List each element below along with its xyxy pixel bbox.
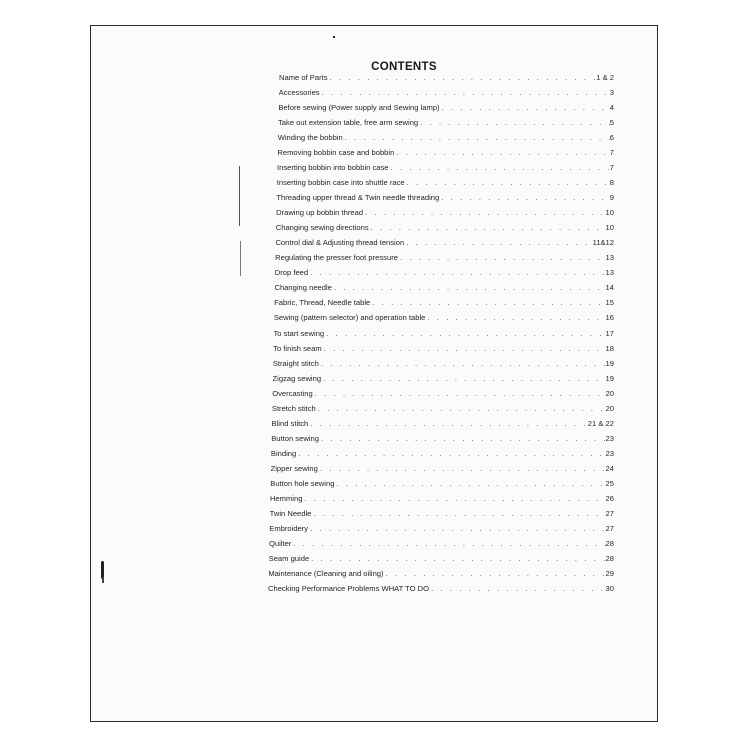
toc-leader-dots bbox=[319, 359, 606, 368]
toc-entry bbox=[272, 404, 614, 416]
toc-entry bbox=[268, 569, 614, 581]
toc-entry bbox=[269, 524, 614, 536]
toc-entry-page: 17 bbox=[605, 328, 614, 338]
toc-entry-page: 13 bbox=[605, 268, 614, 278]
toc-leader-dots bbox=[318, 464, 606, 473]
toc-entry-page: 30 bbox=[605, 584, 614, 593]
toc-entry bbox=[273, 374, 614, 386]
toc-leader-dots bbox=[308, 419, 588, 428]
toc-entry bbox=[275, 238, 614, 250]
toc-leader-dots bbox=[398, 253, 606, 262]
toc-entry-label: Winding the bobbin bbox=[277, 133, 343, 143]
toc-entry-label: Quilter bbox=[268, 538, 292, 548]
toc-leader-dots bbox=[320, 88, 610, 97]
toc-entry-label: Stretch stitch bbox=[271, 403, 316, 413]
toc-entry bbox=[274, 313, 614, 325]
scan-mark bbox=[240, 241, 241, 276]
toc-entry-label: Removing bobbin case and bobbin bbox=[277, 148, 395, 158]
toc-entry-page: 16 bbox=[605, 313, 614, 323]
toc-entry bbox=[270, 494, 614, 506]
toc-entry-page: 4 bbox=[609, 103, 614, 113]
toc-entry bbox=[272, 389, 614, 401]
toc-entry bbox=[273, 359, 614, 371]
toc-entry-page: 23 bbox=[605, 433, 614, 443]
toc-leader-dots bbox=[404, 238, 592, 247]
toc-entry bbox=[268, 584, 614, 596]
toc-entry-label: Zipper sewing bbox=[270, 463, 318, 473]
toc-entry-page: 25 bbox=[605, 478, 614, 488]
toc-entry-page: 21 & 22 bbox=[587, 418, 614, 428]
toc-entry-page: 26 bbox=[605, 493, 614, 503]
toc-entry bbox=[276, 208, 614, 220]
toc-entry bbox=[274, 329, 615, 341]
toc-entry-label: Regulating the presser foot pressure bbox=[275, 253, 398, 263]
toc-entry-page: 15 bbox=[605, 298, 614, 308]
toc-entry-page: 19 bbox=[605, 373, 614, 383]
toc-entry-label: Inserting bobbin into bobbin case bbox=[277, 163, 389, 173]
toc-leader-dots bbox=[308, 268, 605, 277]
toc-leader-dots bbox=[322, 344, 606, 353]
toc-leader-dots bbox=[324, 329, 605, 338]
toc-entry-page: 24 bbox=[605, 463, 614, 473]
toc-entry bbox=[275, 253, 614, 265]
toc-entry-page: 11&12 bbox=[592, 238, 614, 248]
toc-entry bbox=[278, 118, 614, 130]
toc-leader-dots bbox=[316, 404, 606, 413]
toc-entry bbox=[278, 103, 614, 115]
toc-entry-page: 1 & 2 bbox=[596, 73, 614, 82]
toc-entry-label: Accessories bbox=[278, 88, 320, 98]
toc-leader-dots bbox=[429, 584, 605, 593]
toc-entry-page: 20 bbox=[605, 388, 614, 398]
toc-entry-page: 28 bbox=[605, 553, 614, 563]
scan-mark bbox=[102, 577, 104, 583]
toc-entry bbox=[270, 509, 614, 521]
toc-leader-dots bbox=[296, 449, 605, 458]
toc-entry bbox=[272, 419, 614, 431]
toc-entry bbox=[271, 464, 614, 476]
toc-entry-label: Straight stitch bbox=[272, 358, 319, 368]
toc-leader-dots bbox=[334, 479, 605, 488]
toc-entry bbox=[279, 73, 614, 85]
toc-leader-dots bbox=[425, 313, 605, 322]
toc-entry-page: 20 bbox=[605, 403, 614, 413]
toc-entry-label: Before sewing (Power supply and Sewing lamp) bbox=[278, 103, 440, 113]
toc-leader-dots bbox=[328, 73, 597, 82]
toc-leader-dots bbox=[308, 524, 605, 533]
toc-entry-page: 7 bbox=[609, 163, 614, 173]
toc-leader-dots bbox=[394, 148, 609, 157]
toc-entry bbox=[277, 178, 614, 190]
toc-leader-dots bbox=[343, 133, 610, 142]
toc-entry-page: 29 bbox=[605, 568, 614, 578]
toc-entry-page: 10 bbox=[605, 223, 614, 233]
toc-entry bbox=[273, 344, 614, 356]
toc-entry-label: Twin Needle bbox=[269, 508, 312, 518]
toc-leader-dots bbox=[363, 208, 605, 217]
toc-leader-dots bbox=[302, 494, 605, 503]
toc-entry-label: Fabric, Thread, Needle table bbox=[274, 298, 371, 308]
toc-entry bbox=[277, 163, 614, 175]
toc-leader-dots bbox=[332, 283, 606, 292]
toc-entry bbox=[271, 449, 614, 461]
toc-entry bbox=[269, 539, 614, 551]
toc-entry-page: 13 bbox=[605, 253, 614, 263]
toc-entry-label: Button sewing bbox=[271, 433, 319, 443]
toc-entry-page: 8 bbox=[609, 178, 614, 188]
toc-entry-label: Inserting bobbin case into shuttle race bbox=[276, 178, 405, 188]
toc-entry-page: 23 bbox=[605, 448, 614, 458]
toc-entry bbox=[271, 434, 614, 446]
toc-entry bbox=[276, 223, 614, 235]
toc-entry-label: Take out extension table, free arm sewing bbox=[278, 118, 419, 128]
toc-entry-label: Overcasting bbox=[272, 388, 313, 398]
toc-leader-dots bbox=[384, 569, 606, 578]
toc-entry bbox=[278, 133, 614, 145]
toc-entry-label: To finish seam bbox=[273, 343, 322, 353]
toc-entry-label: Changing sewing directions bbox=[275, 223, 369, 233]
toc-entry-label: Button hole sewing bbox=[270, 478, 335, 488]
scan-mark bbox=[333, 36, 335, 38]
toc-entry-label: Checking Performance Problems WHAT TO DO bbox=[268, 584, 430, 593]
toc-leader-dots bbox=[369, 223, 606, 232]
toc-entry-page: 27 bbox=[605, 508, 614, 518]
toc-leader-dots bbox=[321, 374, 605, 383]
toc-leader-dots bbox=[405, 178, 610, 187]
toc-leader-dots bbox=[389, 163, 610, 172]
toc-entry-label: Hemming bbox=[269, 493, 303, 503]
toc-entry-label: Drawing up bobbin thread bbox=[276, 208, 364, 218]
toc-entry-label: Binding bbox=[270, 448, 297, 458]
toc-entry-label: Zigzag sewing bbox=[272, 373, 322, 383]
toc-leader-dots bbox=[309, 554, 605, 563]
toc-leader-dots bbox=[311, 509, 605, 518]
toc-entry bbox=[274, 283, 614, 295]
document-page bbox=[90, 25, 658, 722]
toc-leader-dots bbox=[418, 118, 610, 127]
toc-entry-page: 19 bbox=[605, 358, 614, 368]
toc-entry bbox=[275, 268, 614, 280]
toc-entry-label: Sewing (pattern selector) and operation table bbox=[273, 313, 426, 323]
toc-entry-page: 28 bbox=[605, 538, 614, 548]
toc-entry-label: Drop feed bbox=[274, 268, 309, 278]
toc-leader-dots bbox=[319, 434, 606, 443]
toc-entry bbox=[276, 193, 614, 205]
toc-entry bbox=[269, 554, 614, 566]
toc-entry-page: 27 bbox=[605, 523, 614, 533]
toc-entry bbox=[277, 148, 614, 160]
toc-entry-page: 14 bbox=[605, 283, 614, 293]
toc-leader-dots bbox=[291, 539, 605, 548]
toc-entry-label: Threading upper thread & Twin needle threading bbox=[276, 193, 440, 203]
toc-entry bbox=[274, 298, 614, 310]
toc-leader-dots bbox=[440, 103, 610, 112]
page-title: CONTENTS bbox=[371, 61, 437, 73]
toc-entry-label: Embroidery bbox=[269, 523, 309, 533]
toc-entry-label: Changing needle bbox=[274, 283, 332, 293]
toc-entry-page: 18 bbox=[605, 343, 614, 353]
toc-leader-dots bbox=[313, 389, 606, 398]
toc-entry-page: 9 bbox=[609, 193, 614, 203]
toc-entry bbox=[279, 88, 614, 100]
toc-entry-label: Name of Parts bbox=[279, 73, 328, 82]
toc-entry-page: 6 bbox=[609, 133, 614, 143]
toc-leader-dots bbox=[370, 298, 605, 307]
toc-entry-page: 5 bbox=[609, 118, 614, 128]
toc-entry-label: To start sewing bbox=[273, 328, 325, 338]
toc-entry-label: Blind stitch bbox=[271, 418, 309, 428]
toc-leader-dots bbox=[439, 193, 610, 202]
toc-entry-label: Seam guide bbox=[268, 553, 310, 563]
toc-entry-label: Control dial & Adjusting thread tension bbox=[275, 238, 405, 248]
scan-mark bbox=[239, 166, 240, 226]
toc-entry-label: Maintenance (Cleaning and oiling) bbox=[268, 568, 384, 578]
toc-entry-page: 7 bbox=[609, 148, 614, 158]
toc-entry-page: 10 bbox=[605, 208, 614, 218]
toc-entry-page: 3 bbox=[609, 88, 614, 98]
toc-entry bbox=[270, 479, 614, 491]
